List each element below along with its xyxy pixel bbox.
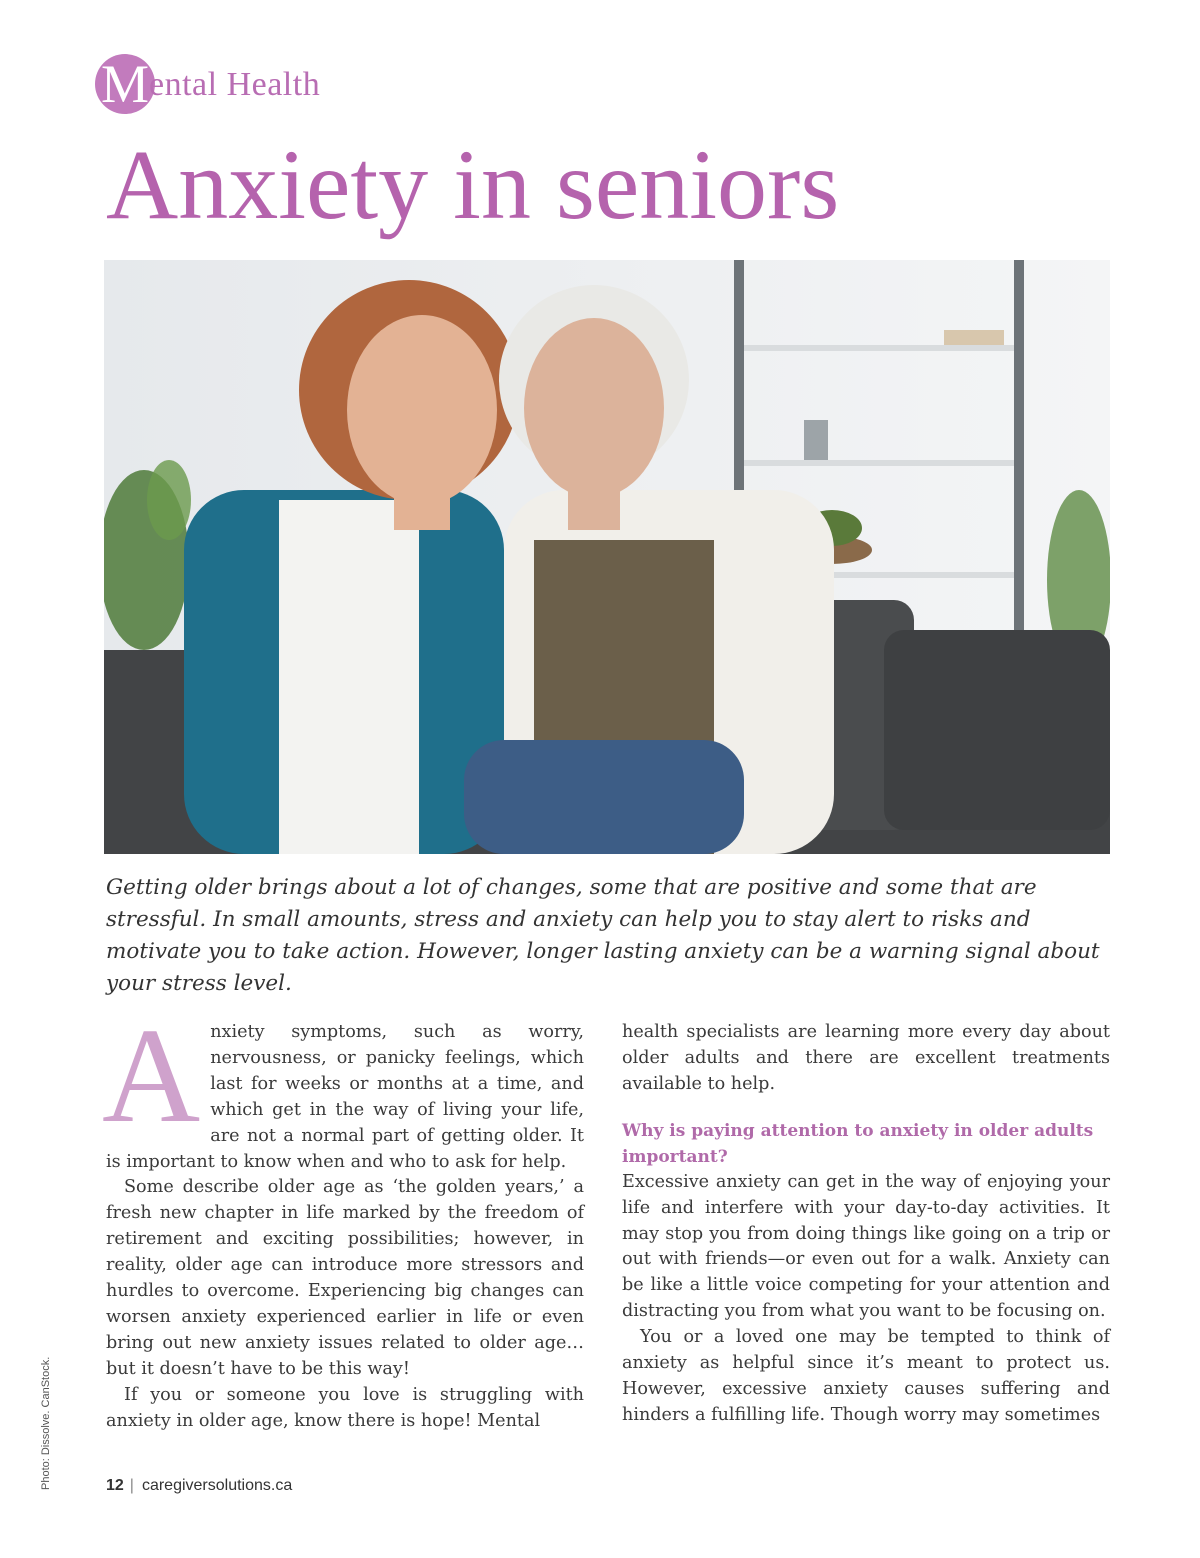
lead-paragraph: Getting older brings about a lot of changes, some that are positive and some that are stressful. In small amounts, stress and anxiety can help you to stay alert to risks and motivate you to take action. However, longer lasting anxiety can be a warning signal about your stress level. [106, 875, 1100, 996]
article-title: Anxiety in seniors [106, 129, 840, 240]
body-paragraph: If you or someone you love is struggling with anxiety in older age, know there is hope! Mental [106, 1384, 584, 1431]
body-paragraph: Excessive anxiety can get in the way of enjoying your life and interfere with your day-to-day activities. It may stop you from doing things like going on a trip or out with friends—or even out for a walk. Anxiety can be like a little voice competing for your attention and distracting you from what you want to be focusing on. [622, 1171, 1110, 1322]
body-column-right [622, 1020, 1110, 1429]
body-column-left [102, 1001, 584, 1435]
photo-credit: Photo: Dissolve. CanStock. [40, 1356, 52, 1490]
article-photo [104, 260, 1110, 854]
body-paragraph: Some describe older age as ‘the golden years,’ a fresh new chapter in life marked by the freedom of retirement and exciting possibilities; however, in reality, older age can introduce more stressors and hurdles to overcome. Experiencing big changes can worsen anxiety experienced earlier in life or even bring out new anxiety issues related to older age… but it doesn’t have to be this way! [106, 1177, 584, 1379]
page-footer [106, 1477, 292, 1495]
footer-divider: | [129, 1477, 134, 1494]
page-number: 12 [106, 1477, 124, 1494]
section-initial: M [95, 54, 155, 114]
body-paragraph: You or a loved one may be tempted to think of anxiety as helpful since it’s meant to protect us. However, excessive anxiety causes suffering and hinders a fulfilling life. Though worry may sometimes [622, 1327, 1110, 1425]
drop-cap: A [102, 1001, 201, 1151]
footer-website: caregiversolutions.ca [141, 1477, 293, 1494]
body-paragraph [102, 1001, 584, 1175]
section-header [95, 52, 320, 116]
body-text: nxiety symptoms, such as worry, nervousness, or panicky feelings, which last for weeks or months at a time, and which get in the way of living your life, are not a normal part of getting older. It is important to know when and who to ask for help. [106, 1022, 584, 1172]
section-label: ental Health [149, 66, 321, 103]
subheading: Why is paying attention to anxiety in older adults important? [622, 1120, 1094, 1167]
body-paragraph: health specialists are learning more every day about older adults and there are excellent treatments available to help. [622, 1022, 1110, 1094]
